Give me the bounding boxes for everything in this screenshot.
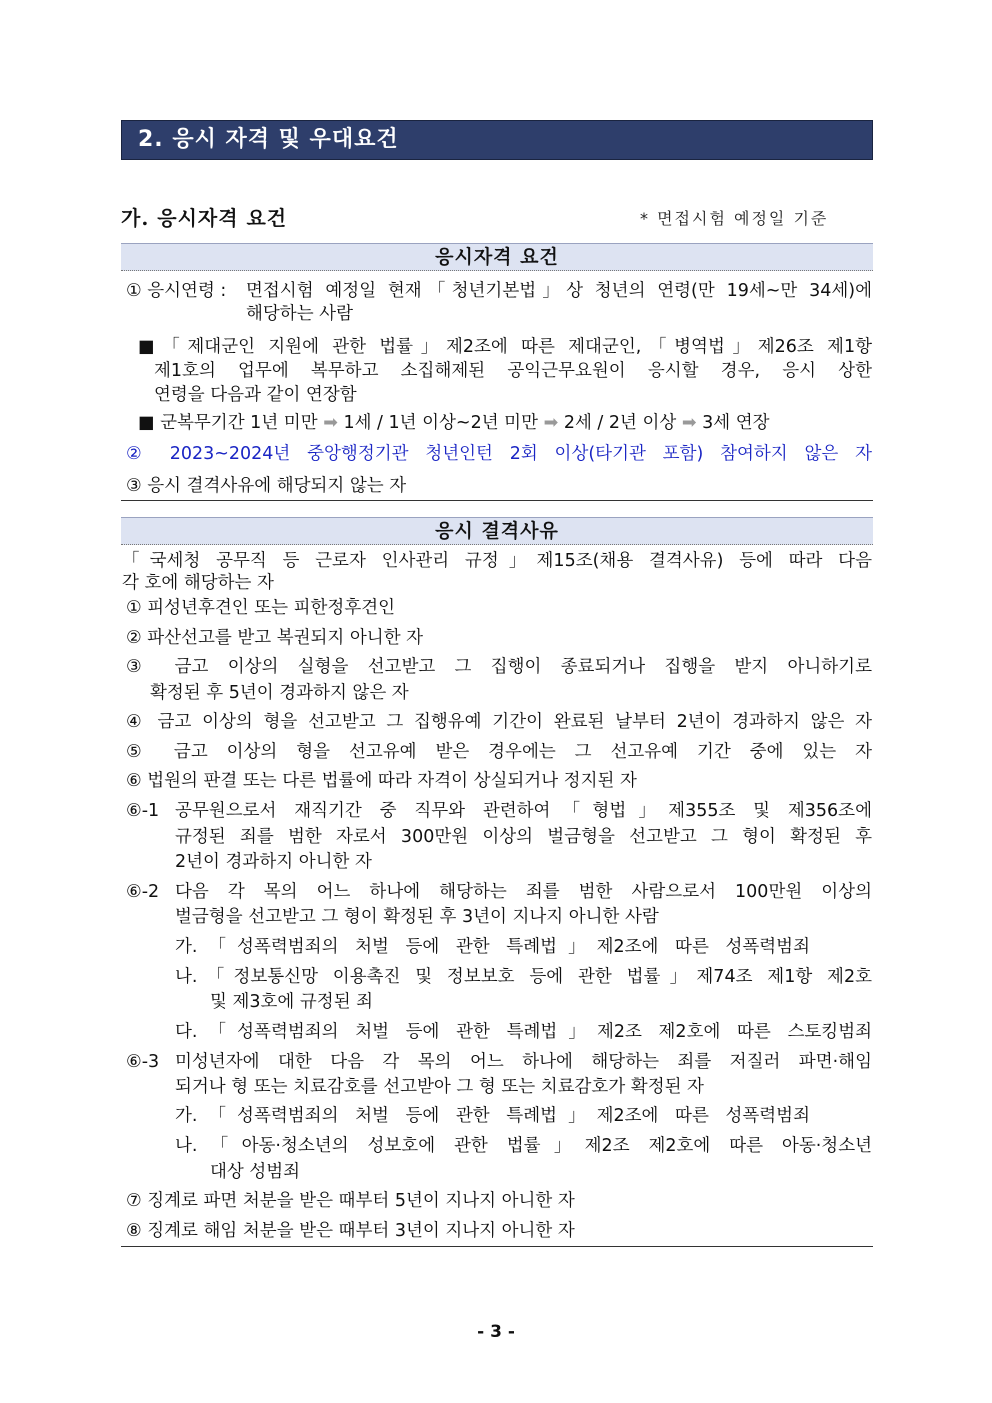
disq-item-7: ⑦ 징계로 파면 처분을 받은 때부터 5년이 지나지 아니한 자 [126,1191,575,1211]
service-extension-d: 3세 연장 [702,413,770,433]
disq-item-6-3-a: 가.「성폭력범죄의 처벌 등에 관한 특례법」제2조에 따른 성폭력범죄 [175,1106,810,1126]
disqualification-header: 응시 결격사유 [121,517,873,545]
age-text-line1: 면접시험 예정일 현재「청년기본법」상 청년의 연령(만 19세~만 34세)에 [246,281,872,301]
veteran-bullet-line1: ■「제대군인 지원에 관한 법률」제2조에 따른 제대군인,「병역법」제26조 제1항 [138,337,872,357]
veteran-bullet-line2: 제1호의 업무에 복무하고 소집해제된 공익근무요원이 응시할 경우, 응시 상한 [154,361,872,381]
disq-item-4: ④ 금고 이상의 형을 선고받고 그 집행유예 기간이 완료된 날부터 2년이 경과하지 않은 자 [126,712,872,732]
service-extension-b: 1세 / 1년 이상~2년 미만 [343,413,538,433]
disq-item-2: ② 파산선고를 받고 복권되지 아니한 자 [126,628,424,648]
age-label: ① 응시연령 : [126,281,227,301]
age-text-line2: 해당하는 사람 [246,304,353,324]
service-extension-line [138,411,770,435]
disq-item-6-3-line2: 되거나 형 또는 치료감호를 선고받아 그 형 또는 치료감호가 확정된 자 [175,1077,704,1097]
disq-item-6-2-label: ⑥-2 [126,882,160,902]
section-title: 2. 응시 자격 및 우대요건 [138,127,399,152]
arrow-icon: ➡ [681,413,697,433]
disq-item-6-2-b-line1: 나.「정보통신망 이용촉진 및 정보보호 등에 관한 법률」제74조 제1항 제2호 [175,967,872,987]
disq-item-6-1-line2: 규정된 죄를 범한 자로서 300만원 이상의 벌금형을 선고받고 그 형이 확정된 후 [175,827,872,847]
disq-intro-line1: 「국세청 공무직 등 근로자 인사관리 규정」제15조(채용 결격사유) 등에 따라 다음 [122,551,872,571]
disq-item-6-1-line1: 공무원으로서 재직기간 중 직무와 관련하여「형법」제355조 및 제356조에 [175,801,872,821]
service-extension-c: 2세 / 2년 이상 [563,413,677,433]
disq-item-6-1-label: ⑥-1 [126,801,160,821]
reference-note: * 면접시험 예정일 기준 [640,209,829,228]
disq-item-1: ① 피성년후견인 또는 피한정후견인 [126,598,396,618]
disq-item-3-line2: 확정된 후 5년이 경과하지 않은 자 [150,683,409,703]
disq-item-6-2-line2: 벌금형을 선고받고 그 형이 확정된 후 3년이 지나지 아니한 사람 [175,907,659,927]
internship-condition: ② 2023~2024년 중앙행정기관 청년인턴 2회 이상(타기관 포함) 참여하지 않은 자 [126,444,872,464]
disq-item-6-2-c: 다.「성폭력범죄의 처벌 등에 관한 특례법」제2조 제2호에 따른 스토킹범죄 [175,1022,872,1042]
eligibility-header: 응시자격 요건 [121,243,873,271]
disq-item-8: ⑧ 징계로 해임 처분을 받은 때부터 3년이 지나지 아니한 자 [126,1221,575,1241]
disq-item-3-line1: ③ 금고 이상의 실형을 선고받고 그 집행이 종료되거나 집행을 받지 아니하기로 [126,657,872,677]
arrow-icon: ➡ [323,413,338,433]
disq-item-6-3-b-line2: 대상 성범죄 [210,1162,301,1182]
disq-item-6-3-line1: 미성년자에 대한 다음 각 목의 어느 하나에 해당하는 죄를 저질러 파면·해임 [175,1052,872,1072]
disq-item-5: ⑤ 금고 이상의 형을 선고유예 받은 경우에는 그 선고유예 기간 중에 있는 자 [126,742,872,762]
disq-item-6-3-label: ⑥-3 [126,1052,160,1072]
arrow-icon: ➡ [543,413,559,433]
disq-item-6-2-line1: 다음 각 목의 어느 하나에 해당하는 죄를 범한 사람으로서 100만원 이상의 [175,882,872,902]
no-disqualification-condition: ③ 응시 결격사유에 해당되지 않는 자 [126,476,407,496]
disq-intro-line2: 각 호에 해당하는 자 [122,573,274,593]
disq-item-6-2-b-line2: 및 제3호에 규정된 죄 [210,992,374,1012]
disq-item-6: ⑥ 법원의 판결 또는 다른 법률에 따라 자격이 상실되거나 정지된 자 [126,771,637,791]
section-title-bar [121,120,873,160]
veteran-bullet-line3: 연령을 다음과 같이 연장함 [154,385,357,405]
service-extension-a: ■ 군복무기간 1년 미만 [138,413,318,433]
table2-bottom-rule [121,1246,873,1247]
disq-item-6-2-a: 가.「성폭력범죄의 처벌 등에 관한 특례법」제2조에 따른 성폭력범죄 [175,937,810,957]
table1-bottom-rule [121,500,873,501]
disq-item-6-3-b-line1: 나.「아동·청소년의 성보호에 관한 법률」제2조 제2호에 따른 아동·청소년 [175,1136,872,1156]
page-number: - 3 - [477,1322,515,1342]
subsection-title: 가. 응시자격 요건 [121,206,288,230]
disq-item-6-1-line3: 2년이 경과하지 아니한 자 [175,852,372,872]
